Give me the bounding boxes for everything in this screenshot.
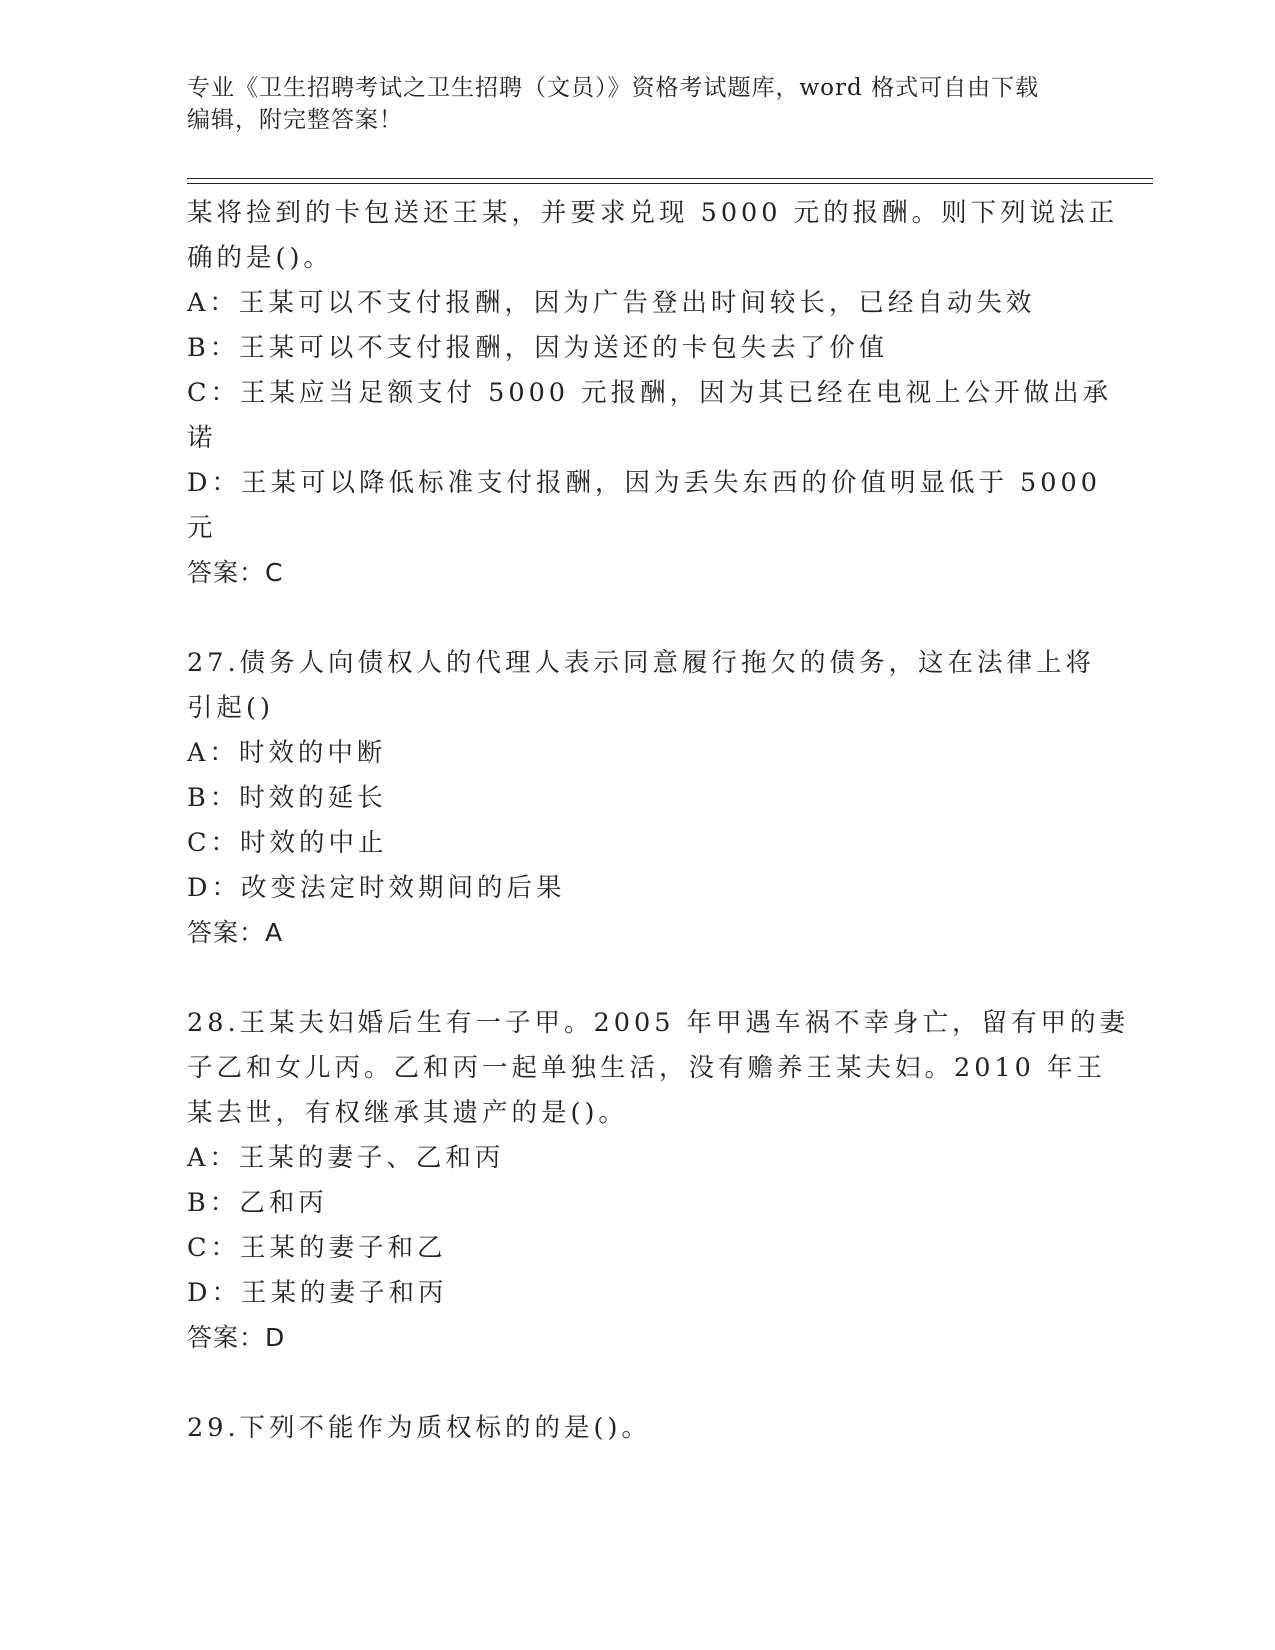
q26-option-d-line-1: D：王某可以降低标准支付报酬，因为丢失东西的价值明显低于 5000 [187,468,1101,498]
q27-stem-line-2: 引起() [187,693,274,723]
q28-option-c: C：王某的妻子和乙 [187,1233,447,1263]
q28-answer: 答案：D [187,1323,286,1352]
q28-option-b: B：乙和丙 [187,1188,328,1218]
document-header [187,72,1087,136]
header-line-2: 编辑，附完整答案！ [187,107,403,133]
q28-stem-line-2: 子乙和女儿丙。乙和丙一起单独生活，没有赡养王某夫妇。2010 年王 [187,1053,1107,1083]
header-rule-top [187,178,1153,179]
q26-option-d-line-2: 元 [187,513,217,543]
q26-stem-line-1: 某将捡到的卡包送还王某，并要求兑现 5000 元的报酬。则下列说法正 [187,198,1119,228]
header-line-1: 专业《卫生招聘考试之卫生招聘（文员）》资格考试题库，word 格式可自由下载 [187,75,1040,101]
q28-stem-line-3: 某去世，有权继承其遗产的是()。 [187,1098,628,1128]
q26-option-c-line-2: 诺 [187,423,217,453]
q28-option-d: D：王某的妻子和丙 [187,1278,448,1308]
q26-stem-line-2: 确的是()。 [187,243,333,273]
q27-option-d: D：改变法定时效期间的后果 [187,873,566,903]
q26-answer: 答案：C [187,558,284,587]
q26-option-c-line-1: C：王某应当足额支付 5000 元报酬，因为其已经在电视上公开做出承 [187,378,1113,408]
q28-option-a: A：王某的妻子、乙和丙 [187,1143,505,1173]
q28-stem-line-1: 28.王某夫妇婚后生有一子甲。2005 年甲遇车祸不幸身亡，留有甲的妻 [187,1008,1130,1038]
q27-stem-line-1: 27.债务人向债权人的代理人表示同意履行拖欠的债务，这在法律上将 [187,648,1096,678]
q27-option-a: A：时效的中断 [187,738,387,768]
q27-option-c: C：时效的中止 [187,828,388,858]
q26-option-a: A：王某可以不支付报酬，因为广告登出时间较长，已经自动失效 [187,288,1036,318]
q26-option-b: B：王某可以不支付报酬，因为送还的卡包失去了价值 [187,333,889,363]
header-rule-bottom [187,183,1153,184]
q29-stem-line-1: 29.下列不能作为质权标的的是()。 [187,1413,651,1443]
q27-option-b: B：时效的延长 [187,783,387,813]
q27-answer: 答案：A [187,918,284,947]
